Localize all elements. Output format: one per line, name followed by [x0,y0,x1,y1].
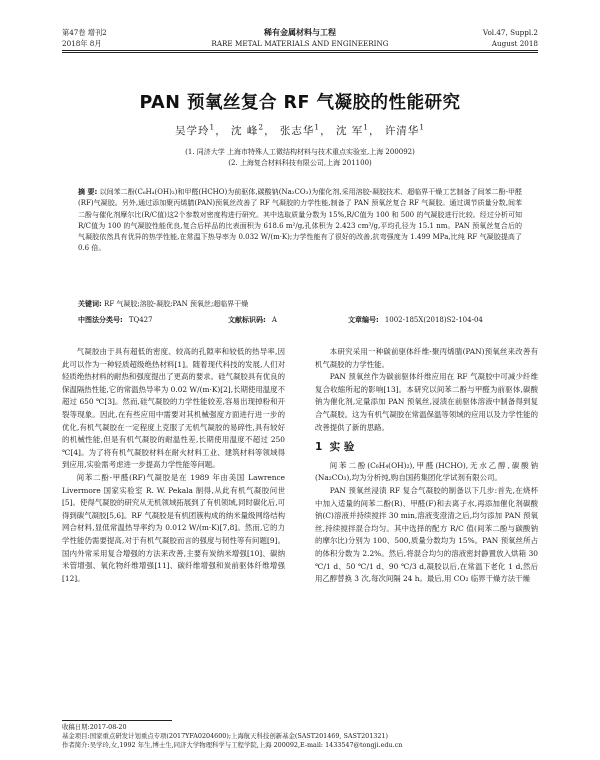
header-journal-en: RARE METAL MATERIALS AND ENGINEERING [211,39,389,48]
footnote-fund: 基金项目:国家重点研发计划重点专项(2017YFA0204600);上海航天科技创新基金(SAST201469, SAST201321) [62,732,388,740]
doc-code: 文献标识码: A [228,316,277,324]
header-volume: 第47卷 增刊2 [62,28,107,37]
header-date-en: August 2018 [491,39,538,48]
header-rule [62,50,538,51]
footnote-author: 作者简介:吴学玲,女,1992 年生,博士生,同济大学物理科学与工程学院,上海 200092,E-mail: 1433547@tongji.edu.cn [62,741,403,749]
affiliation: (2. 上海复合材料科技有限公司,上海 201100) [228,159,372,167]
abstract [78,187,522,255]
abstract-text: 以间苯二酚(C₆H₄(OH)₂)和甲醛(HCHO)为前驱体,碳酸钠(Na₂CO₃)为催化剂,采用溶胶-凝胶技术、超临界干燥工艺制备了间苯二酚-甲醛(RF)气凝胶。另外,通过添加聚丙烯腈(PAN)预氧丝改善了 RF 气凝胶的力学性能,制备了 PAN 预氧丝复合 RF 气凝胶。通过调节质量分数,间苯二酚与催化剂摩尔比(R/C值)这2个参数对密度构进行研究。其中选取质量分数为 15%,R/C值为 100 和 500 的气凝胶进行比较。经过分析可知 R/C值为 100 的气凝胶性能优良,复合后样品的比表面积为 618.6 m²/g,孔体积为 2.423 cm³/g,平均孔径为 15.1 nm。PAN 预氧丝复合后的气凝胶依然具有优异的热学性能,在常温下热导率为 0.032 W/(m·K);力学性能有了很好的改善,抗弯强度为 1.499 MPa,比纯 RF 气凝胶提高了 0.6 倍。 [78,188,522,253]
keywords-label: 关键词: [78,300,102,308]
keywords [78,299,522,310]
author: 吴学玲$^1$ [175,122,216,137]
section-heading [315,441,538,454]
author: 沈 峰$^2$ [231,122,265,137]
header-volume-en: Vol.47, Suppl.2 [482,28,538,37]
abstract-label: 摘 要: [78,188,98,196]
footnote-rule [62,720,172,721]
header-journal-cn: 稀有金属材料与工程 [264,27,336,37]
paragraph: PAN 预氧丝作为碳前驱体纤维应用在 RF 气凝胶中可减少纤维复合收缩所起的影响[13]。本研究以间苯二酚与甲醛为前驱体,碳酸钠为催化剂,定量添加 PAN 预氧丝,浸渍在前驱体溶液中制备得到复合气凝胶。这为有机气凝胶在常温保温等领域的应用以及力学性能的改善提供了新的思路。 [315,372,538,432]
footnote-received: 收稿日期:2017-08-20 [62,723,127,731]
body-left-column [62,346,285,585]
keywords-text: RF 气凝胶;溶胶-凝胶;PAN 预氧丝;超临界干燥 [104,300,249,308]
paragraph: PAN 预氧丝浸渍 RF 复合气凝胶的制备以下几步:首先,在烧杯中加入适量的间苯二酚(R)、甲醛(F)和去离子水,再添加催化剂碳酸钠(C)溶液并持续搅拌 30 min,溶液变澄清之后,均匀添加 PAN 预氧丝,持续搅拌混合均匀。其中选择的配方 R/C 值(间苯二酚与碳酸钠的摩尔比)分别为 100、500,质量分数均为 15%。PAN 预氧丝所占的体积分数为 2.2%。然后,将混合均匀的溶液密封静置放入烘箱 30 ℃/1 d、50 ℃/1 d、90 ℃/3 d,凝胶以后,在常温下老化 1 d,然后用乙醇替换 3 次,每次间隔 24 h。最后,用 CO₂ 临界干燥方法干燥 [315,485,538,584]
section-title: 实 验 [329,441,355,454]
header-date: 2018年 8月 [62,39,102,48]
author: 许清华$^1$ [384,122,425,137]
author: 张志华$^1$ [279,122,321,137]
paragraph: 间苯二酚(C₆H₄(OH)₂),甲醛(HCHO),无水乙醇,碳酸钠(Na₂CO₃),均为分析纯,购自国药集团化学试剂有限公司。 [315,460,538,483]
author: 沈 军$^1$ [335,122,369,137]
section-number: 1 [315,441,323,454]
body-right-column [315,346,538,586]
header-rule-thin [62,52,538,53]
clc: 中图法分类号: TQ427 [78,316,153,324]
article-number: 文章编号: 1002-185X(2018)S2-104-04 [348,316,483,324]
article-title: PAN 预氧丝复合 RF 气凝胶的性能研究 [139,93,461,113]
affiliation: (1. 同济大学 上海市特殊人工微结构材料与技术重点实验室,上海 200092) [185,148,415,156]
paragraph: 气凝胶由于具有超低的密度、较高的孔隙率和较低的热导率,因此可以作为一种轻质超级绝热材料[1]。随着现代科技的发展,人们对轻质绝热材料的耐热和强度提出了更高的要求。硅气凝胶具有优良的保温隔热性能,它的常温热导率为 0.02 W/(m·K)[2],长期使用温度不超过 650 ℃[3]。然而,硅气凝胶的力学性能较差,容易出现掉粉和开裂等现象。因此,在有些应用中需要对其机械强度方面进行进一步的优化,有机气凝胶在一定程度上克服了无机气凝胶的易碎性,具有较好的机械性能,但是有机气凝胶的耐温性差,长期使用温度不超过 250 ℃[4]。为了将有机气凝胶材料在耐火材料工业、建筑材料等领域得到应用,实验需考虑进一步提高力学性能等问题。 [62,347,285,470]
paragraph: 本研究采用一种碳前驱体纤维-聚丙烯腈(PAN)预氧丝来改善有机气凝胶的力学性能。 [315,347,538,369]
author-list: 吴学玲$^1$， 沈 峰$^2$， 张志华$^1$， 沈 军$^1$， 许清华$^1$ [175,122,425,137]
paragraph: 间苯二酚-甲醛(RF)气凝胶是在 1989 年由美国 Lawrence Livermore 国家实验室 R. W. Pekala 制得,从此有机气凝胶问世[5]。使得气凝胶的研究从无机领域拓展到了有机领域,同时碳化后,可得到碳气凝胶[5,6]。RF 气凝胶是有机团簇构成的纳米量级网络结构网合材料,显低常温热导率约为 0.012 W/(m·K)[7,8]。然而,它的力学性能仍需要提高,对于有机气凝胶而言的强度与韧性等有问题[9]。国内外常采用复合增强的方法来改善,主要有炭纳米增强[10]、碳纳米管增强、氧化物纤维增强[11]、碳纤维增强和炭前驱体纤维增强[12]。 [62,472,285,583]
